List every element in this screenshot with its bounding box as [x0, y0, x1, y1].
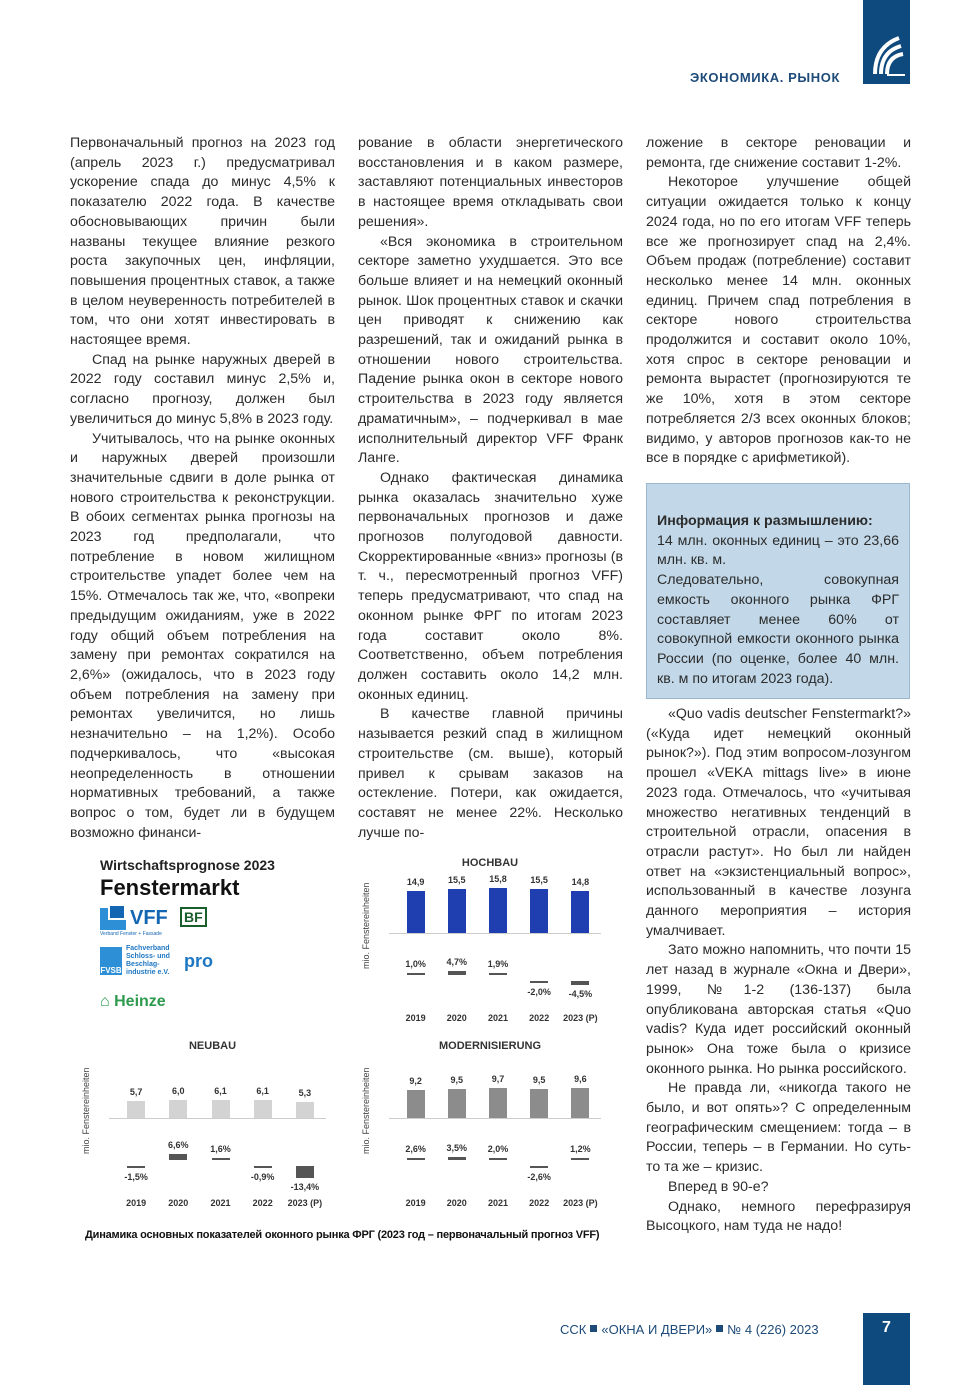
value-bar [407, 891, 425, 933]
value-label: 9,5 [532, 1074, 546, 1085]
value-label: 5,3 [298, 1088, 312, 1099]
change-marker [489, 973, 507, 975]
section-title: ЭКОНОМИКА. РЫНОК [690, 70, 840, 85]
x-tick-label: 2021 [487, 1198, 509, 1208]
x-tick-label: 2020 [168, 1198, 189, 1208]
change-label: 2,6% [405, 1143, 426, 1154]
chart-neubau [81, 1038, 330, 1213]
x-tick-label: 2020 [446, 1013, 467, 1023]
paragraph: ложение в секторе реновации и ремонта, где снижение составит 1-2%. [646, 135, 911, 171]
change-label: 1,0% [405, 959, 426, 969]
sponsor-logos: VFF Verband Fenster + Fassade BF FVSB Fachverband Schloss- und Beschlag-industrie e.V. pro ⌂ Heinze [100, 907, 240, 1011]
change-marker [530, 1166, 548, 1168]
change-marker [448, 971, 466, 975]
chart-hochbau [361, 853, 605, 1028]
fvsb-logo: FVSB Fachverband Schloss- und Beschlag-industrie e.V. pro [100, 945, 213, 976]
square-bullet-icon [716, 1325, 723, 1332]
paragraph: Вперед в 90-е? [668, 1178, 769, 1195]
value-label: 9,7 [491, 1074, 505, 1084]
vff-logo: VFF [100, 907, 240, 930]
value-bar [448, 1089, 466, 1118]
x-tick-label: 2022 [529, 1013, 550, 1023]
change-marker [530, 981, 548, 983]
change-marker [254, 1166, 272, 1168]
value-bar [448, 889, 466, 933]
value-bar [127, 1101, 145, 1118]
paragraph: Учитывалось, что на рынке оконных и наружных дверей произошли значительные сдвиги в доле рынка от нового строительства к реконструкции. В обоих сегментах рынка прогнозы на 2023 год предполагали, что потребление в новом жилищном строительстве упадет более чем на 15%. Отмечалось так же, что, «вопреки предыдущим ожиданиям, уже в 2022 году общий объем потребления на замену при ремонтах сократился на 2,6%» (ожидалось, что в 2023 году объем потребления на замену при ремонтах увеличится, но лишь незначительно – на 1,2%). Особо подчеркивалось, что «высокая неопределенность в отношении нормативных требований, а также вопрос о том, будет ли в будущем возможно финанси- [70, 430, 335, 841]
change-label: 1,9% [487, 959, 509, 969]
text-column-3 [646, 134, 911, 469]
magazine-logo-icon [869, 34, 905, 78]
change-label: 1,2% [570, 1144, 591, 1154]
x-tick-label: 2023 (P) [563, 1198, 598, 1208]
x-tick-label: 2019 [405, 1013, 426, 1023]
value-label: 14,8 [571, 876, 590, 887]
chart-title: MODERNISIERUNG [438, 1040, 542, 1052]
y-axis-label: mio. Fenstereinheiten [81, 1067, 91, 1154]
page-number: 7 [863, 1313, 910, 1385]
paragraph: Первоначальный прогноз на 2023 год (апрель 2023 г.) предусматривал ускорение спада до минус 4,5% к показателю 2022 года. В качестве обосновывающих причин были названы текущее влияние резкого роста закупочных цен, инфляции, повышения процентных ставок, а также в целом неуверенность потребителей в том, что они хотят инвестировать в настоящее время. [70, 135, 335, 349]
change-marker [571, 981, 589, 985]
heinze-logo: ⌂ Heinze [100, 993, 166, 1010]
change-marker [212, 1158, 230, 1160]
paragraph: Спад на рынке наружных дверей в 2022 году составил минус 2,5% и, согласно прогнозу, должен был увеличиться до минус 5,8% в 2023 году. [70, 351, 335, 427]
value-bar [530, 1089, 548, 1118]
change-label: -1,5% [124, 1172, 148, 1182]
x-tick-label: 2021 [210, 1198, 231, 1208]
figure-subtitle: Wirtschaftsprognose 2023 [100, 857, 275, 873]
paragraph: «Quo vadis deutscher Fenstermarkt?» («Куда идет немецкий оконный рынок?»). Под этим вопросом-лозунгом прошел «VEKA mittags live» в июне 2023 года. Отмечалось, что «учитывая множество негативных тенденций в строительной отрасли, опасения в отрасли растут». Но был ли найден ответ на «экзистенциальный вопрос», использованный в качестве лозунга данного мероприятия – история умалчивает. [646, 706, 911, 939]
paragraph: Однако, немного перефразируя Высоцкого, нам туда не надо! [646, 1198, 911, 1235]
value-bar [212, 1100, 230, 1118]
x-tick-label: 2020 [446, 1198, 467, 1208]
y-axis-label: mio. Fenstereinheiten [361, 1067, 371, 1154]
value-label: 6,1 [214, 1086, 227, 1096]
paragraph: Зато можно напомнить, что почти 15 лет назад в журнале «Окна и Двери», 1999, №1-2 (136-137) была опубликована авторская статья «Quo vadis? Куда идет российский оконный рынок» Она тоже была о кризисе оконного рынка. Но рынка российского. [646, 942, 911, 1077]
paragraph: «Вся экономика в строительном секторе заметно ухудшается. Это все больше влияет и на немецкий оконный рынок. Шок процентных ставок и скачки цен приводят к снижению как разрешений, так и ожиданий рынка в отношении нового строительства. Падение рынка окон в секторе нового строительства в 2023 году является драматичным», – подчеркивал в мае исполнительный директор VFF Франк Ланге. [358, 233, 623, 467]
change-label: -4,5% [568, 989, 593, 1000]
value-label: 14,9 [406, 876, 425, 887]
text-column-3-continued [646, 705, 911, 1237]
x-tick-label: 2019 [126, 1198, 147, 1208]
figure-heading [100, 857, 275, 901]
value-bar [530, 889, 548, 933]
x-tick-label: 2019 [405, 1198, 426, 1208]
change-marker [296, 1166, 314, 1178]
chart-modernisierung [361, 1038, 605, 1213]
value-label: 15,5 [448, 874, 466, 885]
change-label: -2,6% [527, 1172, 551, 1183]
change-label: 1,6% [210, 1144, 231, 1154]
x-tick-label: 2023 (P) [563, 1013, 598, 1023]
vff-logo-icon [100, 908, 126, 930]
value-label: 9,5 [450, 1074, 464, 1085]
text-column-1 [70, 134, 335, 843]
chart-baseline [389, 933, 601, 934]
value-bar [489, 1088, 507, 1118]
change-marker [448, 1157, 466, 1160]
value-bar [407, 1090, 425, 1118]
info-box-line: 14 млн. оконных единиц – это 23,66 млн. кв. м. [657, 532, 899, 569]
chart-baseline [109, 1118, 326, 1119]
change-label: -13,4% [290, 1182, 320, 1193]
x-tick-label: 2023 (P) [287, 1198, 323, 1208]
change-label: -2,0% [527, 987, 551, 997]
change-marker [489, 1158, 507, 1160]
value-bar [169, 1100, 187, 1118]
value-label: 15,5 [530, 874, 548, 885]
text-column-2 [358, 134, 623, 843]
value-bar [489, 888, 507, 933]
chart-title: HOCHBAU [461, 857, 519, 869]
change-marker [407, 1158, 425, 1160]
x-tick-label: 2021 [487, 1013, 509, 1023]
chart-title: NEUBAU [188, 1040, 237, 1052]
value-label: 6,1 [256, 1086, 269, 1096]
figure-caption: Динамика основных показателей оконного рынка ФРГ (2023 год – первоначальный прогноз VFF) [85, 1229, 600, 1241]
chart-baseline [389, 1118, 601, 1119]
value-label: 15,8 [489, 874, 507, 884]
info-box-line: Следовательно, совокупная емкость оконного рынка ФРГ составляет менее 60% от совокупной емкости оконного рынка России (по оценке, более 40 млн. кв. м по итогам 2023 года). [657, 572, 899, 687]
change-label: 2,0% [487, 1144, 509, 1154]
square-bullet-icon [590, 1325, 597, 1332]
header-tab [863, 0, 910, 84]
x-tick-label: 2022 [252, 1198, 273, 1208]
bf-logo: BF [180, 907, 207, 927]
change-marker [169, 1154, 187, 1160]
change-marker [127, 1166, 145, 1168]
footer-publication: ССК «ОКНА И ДВЕРИ» № 4 (226) 2023 [560, 1322, 819, 1337]
info-box-title: Информация к размышлению: [657, 513, 873, 529]
value-bar [254, 1100, 272, 1118]
paragraph: рование в области энергетического восстановления и в каком размере, заставляют потенциальных инвесторов в настоящее время откладывать свои решения». [358, 135, 623, 230]
value-bar [571, 1088, 589, 1118]
figure-title: Fenstermarkt [100, 875, 240, 900]
value-label: 5,7 [129, 1087, 143, 1098]
heinze-house-icon: ⌂ [100, 993, 110, 1010]
paragraph: В качестве главной причины называется резкий спад в жилищном строительстве (см. выше), который привел к срывам заказов на остекление. Потери, как ожидается, составят не менее 22%. Несколько лучше по- [358, 706, 623, 841]
value-label: 6,0 [172, 1086, 185, 1097]
market-figure [81, 845, 620, 1215]
value-bar [296, 1102, 314, 1118]
y-axis-label: mio. Fenstereinheiten [361, 882, 371, 969]
info-box [646, 483, 910, 699]
change-label: 3,5% [446, 1142, 468, 1153]
change-label: -0,9% [250, 1172, 275, 1182]
x-tick-label: 2022 [529, 1198, 550, 1208]
change-label: 6,6% [168, 1140, 189, 1151]
pro-logo: pro [184, 950, 213, 971]
value-bar [571, 891, 589, 933]
paragraph: Однако фактическая динамика рынка оказалась значительно хуже первоначальных прогнозов и даже прогнозов полугодовой давности. Скорректированные «вниз» прогнозы (в т. ч., пересмотренный прогноз VFF) теперь предусматривают, что спад на оконном рынке ФРГ по итогам 2023 года составит около 8%. Соответственно, объем потребления должен составить около 14,2 млн. оконных единиц. [358, 469, 623, 703]
change-marker [571, 1158, 589, 1160]
value-label: 9,6 [574, 1074, 587, 1085]
value-label: 9,2 [409, 1075, 422, 1086]
paragraph: Некоторое улучшение общей ситуации ожидается только к концу 2024 года, но по его итогам VFF теперь все же прогнозирует спад на 2,4%. Объем продаж (потребление) составит несколько менее 14 млн. оконных единиц. Причем спад потребления в секторе нового строительства продолжится и составит около 10%, хотя спрос в секторе реновации и ремонта вырастет (прогнозируются те же 10%, хотя в этом секторе потребляется 2/3 всех оконных блоков; видимо, у авторов прогнозов как-то не все в порядке с арифметикой). [646, 174, 911, 467]
change-marker [407, 973, 425, 975]
paragraph: Не правда ли, «никогда такого не было, и вот опять»? С определенным географическим смещением: тогда – в России, теперь – в Германии. Но суть-то та же – кризис. [646, 1080, 911, 1176]
change-label: 4,7% [446, 956, 468, 967]
